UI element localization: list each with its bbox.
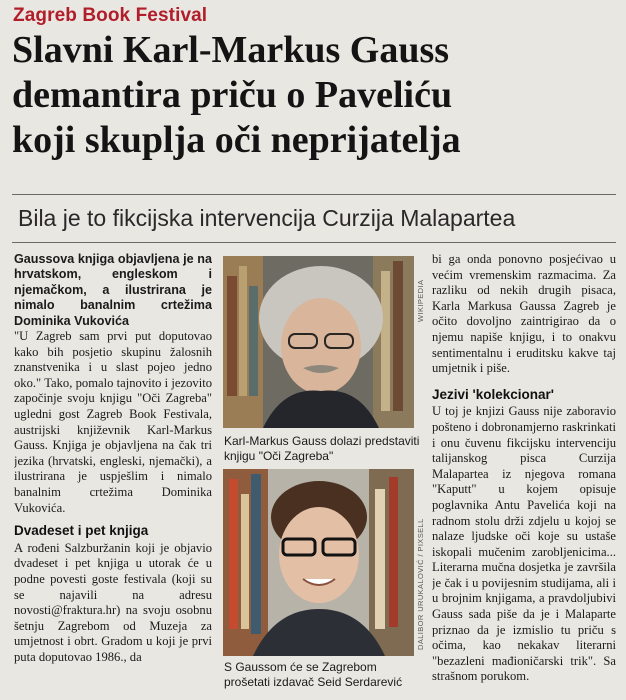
section-heading: Dvadeset i pet knjiga <box>14 523 149 539</box>
photo-credit: WIKIPEDIA <box>416 279 425 322</box>
photo-caption: S Gaussom će se Zagrebom prošetati izdavač Seid Serdarević <box>224 660 403 689</box>
right-column <box>432 252 616 697</box>
headline <box>12 28 616 163</box>
headline-line-3: koji skuplja oči neprijatelja <box>12 119 461 161</box>
body-paragraph: bi ga onda ponovno posjećivao u većim vremenskim razmacima. Za razliku od nekih drugih pisaca, Karla Markusa Gaussa Zagreb je očito dovoljno zaintrigirao da o njemu napiše knjigu, i to onakvu sentimentalnu i eruditsku kakve taj umjetnik i piše. <box>432 252 616 376</box>
body-paragraph: U toj je knjizi Gauss nije zaboravio pošteno i dobronamjerno raskrinkati i onu čuvenu fikcijsku intervenciju talijanskog pisca Curzija Malapartea iz njegova romana "Kaputt" u kojem opisuje poglavnika Antu Pavelića koji na radnom stolu drži zdjelu u kojoj se nalaze ljudske oči koje su ustaše iskopali mučenim zarobljenicima... Literarna mučna dosjetka je završila je čak i u povijesnim studijama, ali i u brojnim knjigama, a pravdoljubivi Gauss sada piše da je i Malaparte priznao da je izmislio tu priču s očima, kao nekakav literarni "bezazleni mađioničarski trik". Sa strašnom porukom. <box>432 404 616 684</box>
divider-bottom <box>12 242 616 243</box>
section-heading: Jezivi 'kolekcionar' <box>432 386 554 402</box>
author-portrait-illustration <box>223 256 414 428</box>
divider-top <box>12 194 616 195</box>
photo-caption: Karl-Markus Gauss dolazi predstaviti knjigu "Oči Zagreba" <box>224 434 420 463</box>
lead-paragraph: Gaussova knjiga objavljena je na hrvatskom, engleskom i njemačkom, a ilustrirana je nimalo banalnim crtežima Dominika Vukovića <box>14 252 212 328</box>
subheadline: Bila je to fikcijska intervencija Curzija Malapartea <box>18 205 516 231</box>
headline-line-1: Slavni Karl-Markus Gauss <box>12 29 450 71</box>
publisher-photo <box>223 469 414 656</box>
photo-credit: DALIBOR URUKALOVIĆ / PIXSELL <box>416 518 425 650</box>
publisher-portrait-illustration <box>223 469 414 656</box>
left-column <box>14 252 212 697</box>
headline-line-2: demantira priču o Paveliću <box>12 74 453 116</box>
section-kicker: Zagreb Book Festival <box>13 5 208 26</box>
body-paragraph: A rođeni Salzburžanin koji je objavio dvadeset i pet knjiga u utorak će u podne povesti goste festivala (koji su se najavili na adresu novosti@fraktura.hr) na svoju osobnu šetnju Zagrebom od Muzeja za umjetnost i obrt. Gradom u koji je prvi puta doputovao 1986., da <box>14 540 212 664</box>
author-photo <box>223 256 414 428</box>
body-paragraph: "U Zagreb sam prvi put doputovao kako bih posjetio skupinu žalosnih znanstvenika i u slast pojeo jedno oko." Tako, pomalo tajnovito i jezovito započinje svoju knjigu "Oči Zagreba" ugledni gost Zagreb Book Festivala, austrijski književnik Karl-Markus Gauss. Knjiga je objavljena na čak tri jezika (hrvatski, engleski, njemački), a ilustrirana je uspješlim i nimalo banalnim crtežima Dominika Vukovića. <box>14 329 212 515</box>
